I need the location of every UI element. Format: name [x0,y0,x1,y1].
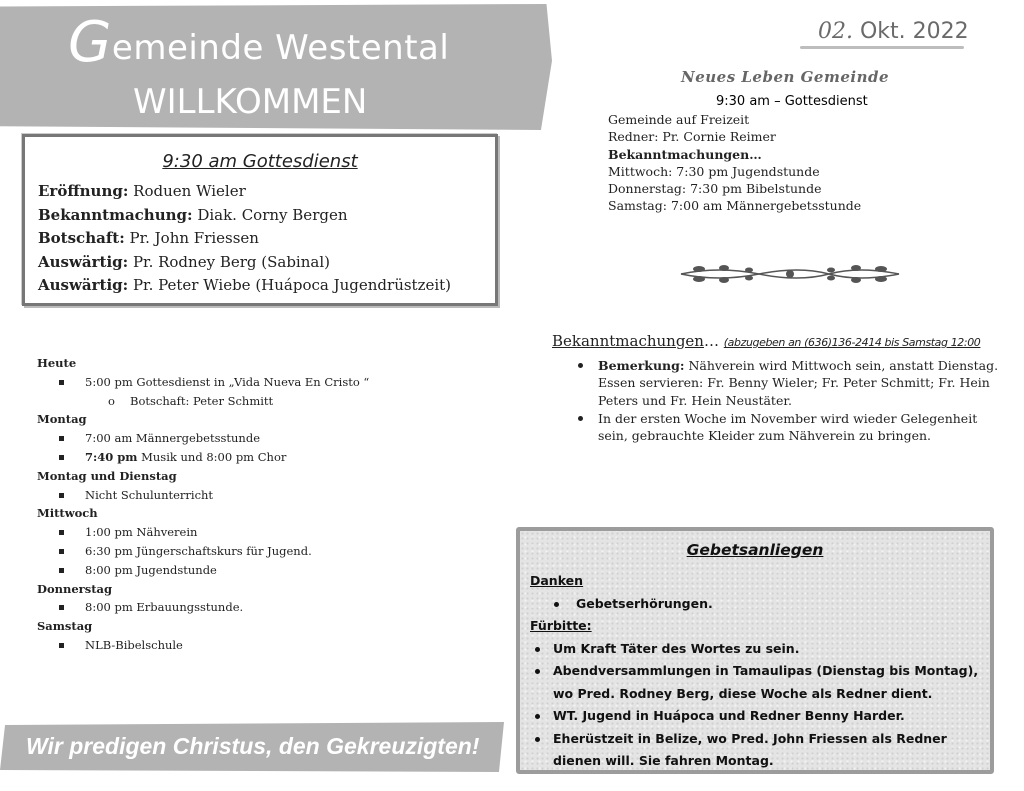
role-value: Diak. Corny Bergen [192,205,348,224]
neues-leben-time: 9:30 am – Gottesdienst [716,94,868,109]
role-label: Bekanntmachung: [38,205,193,224]
bulletin-date [818,19,969,44]
day-heading: Montag und Dienstag [37,468,177,483]
service-roles [38,180,495,298]
service-row [38,227,495,251]
announcements-note: (abzugeben an (636)136-2414 bis Samstag 12:00 [723,336,981,349]
role-label: Eröffnung: [38,182,129,200]
announcements-list [575,357,1005,445]
day-heading: Montag [37,412,87,427]
schedule-item: 5:00 pm Gottesdienst in „Vida Nueva En Cristo “ [37,373,369,392]
subitem-text: Botschaft: Peter Schmitt [130,393,274,408]
title-rest: emeinde Westental [111,28,450,68]
service-title: 9:30 am Gottesdienst [162,151,358,172]
neues-leben-title: Neues Leben Gemeinde [681,68,890,86]
role-value: Roduen Wieler [128,182,246,200]
role-value: Pr. Rodney Berg (Sabinal) [128,252,330,271]
vine-ornament-icon [679,262,901,286]
schedule-item: NLB-Bibelschule [37,636,369,655]
schedule-item: 1:00 pm Nähverein [37,523,369,542]
nl-announcements-label: Bekanntmachungen… [608,146,762,162]
item-text: Musik und 8:00 pm Chor [137,449,287,464]
announcements-ellipsis: … [703,332,719,350]
prayer-item: WT. Jugend in Huápoca und Redner Benny Harder. [530,705,982,728]
schedule-subitem [37,392,369,411]
welcome-subtitle: WILLKOMMEN [133,82,368,122]
intercession-heading: Fürbitte: [530,618,592,633]
nl-line: Samstag: 7:00 am Männergebetsstunde [608,198,862,214]
role-value: Pr. John Friessen [124,229,259,247]
service-box [22,134,498,306]
announcements-title: Bekanntmachungen [552,332,704,350]
service-row [38,274,495,298]
item-time-bold: 7:40 pm [85,449,138,464]
schedule-item: Nicht Schulunterricht [37,486,369,505]
nl-line: Mittwoch: 7:30 pm Jugendstunde [608,163,820,179]
announcement-label: Bemerkung: [598,358,685,373]
nl-line: Gemeinde auf Freizeit [608,112,750,127]
date-day: 02. [818,19,853,44]
service-row [38,204,495,228]
church-title [68,10,449,75]
service-row [38,180,495,204]
nl-line [608,146,861,163]
date-underline [800,46,964,49]
announcement-text: Nähverein wird Mittwoch sein, anstatt Dienstag. Essen servieren: Fr. Benny Wieler; Fr. Peter Schmitt; Fr. Hein Peters und Fr. Hein Neustäter. [598,358,999,408]
prayer-item: Um Kraft Täter des Wortes zu sein. [530,638,982,661]
prayer-body [530,570,982,773]
prayer-item: Eherüstzeit in Belize, wo Pred. John Friessen als Redner dienen will. Sie fahren Montag. [530,728,982,773]
schedule-item: 8:00 pm Jugendstunde [37,561,369,580]
role-label: Botschaft: [38,229,125,247]
schedule-item [37,448,369,467]
role-label: Auswärtig: [38,276,129,294]
neues-leben-details [608,111,861,215]
date-rest: Okt. 2022 [853,19,969,44]
day-heading: Samstag [37,619,93,634]
nl-line: Redner: Pr. Cornie Reimer [608,129,776,145]
weekly-schedule [37,354,369,655]
nl-line: Donnerstag: 7:30 pm Bibelstunde [608,181,822,197]
circle-bullet-icon: o [108,393,115,408]
thanks-heading: Danken [530,573,584,588]
title-initial: G [68,10,112,75]
day-heading: Mittwoch [37,506,98,521]
prayer-title: Gebetsanliegen [686,541,824,559]
service-row [38,251,495,275]
announcements-heading [552,332,980,350]
prayer-requests-box [516,527,994,774]
day-heading: Donnerstag [37,581,113,596]
announcement-item [575,357,1005,409]
prayer-item: Abendversammlungen in Tamaulipas (Dienstag bis Montag), wo Pred. Rodney Berg, diese Woche als Redner dient. [530,660,982,705]
schedule-item: 8:00 pm Erbauungsstunde. [37,598,369,617]
thanks-item: Gebetserhörungen. [530,593,982,616]
role-value: Pr. Peter Wiebe (Huápoca Jugendrüstzeit) [128,276,452,294]
role-label: Auswärtig: [38,252,129,271]
schedule-item: 6:30 pm Jüngerschaftskurs für Jugend. [37,542,369,561]
footer-motto: Wir predigen Christus, den Gekreuzigten! [26,733,480,759]
announcement-item: In der ersten Woche im November wird wieder Gelegenheit sein, gebrauchte Kleider zum Nähverein zu bringen. [575,410,1005,445]
day-heading: Heute [37,356,77,370]
schedule-item: 7:00 am Männergebetsstunde [37,429,369,448]
